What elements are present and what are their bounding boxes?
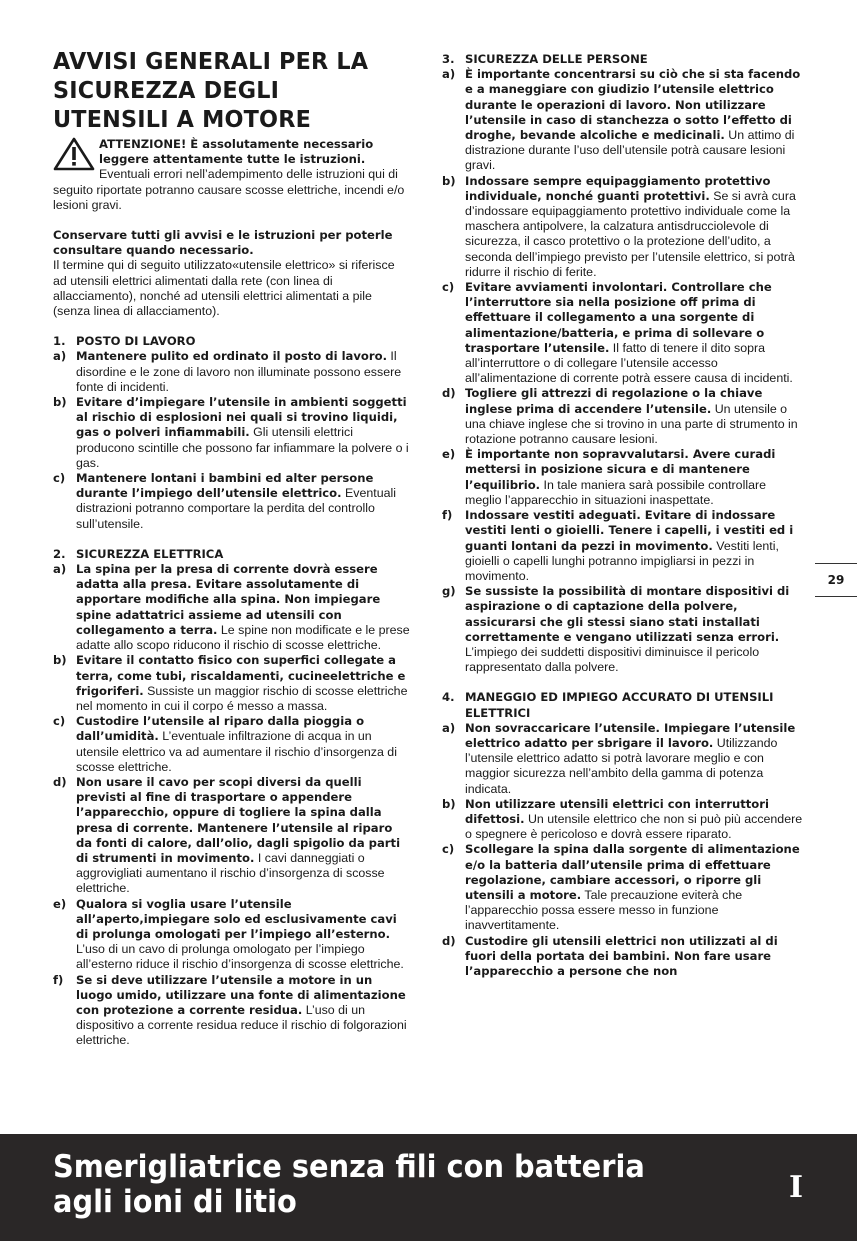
- list-item: [442, 67, 804, 173]
- list-item: [442, 721, 804, 797]
- item-letter: b): [442, 796, 456, 811]
- section-1: [53, 334, 411, 532]
- item-text: Custodire gli utensili elettrici non utilizzati al di fuori della portata dei bambini. Non fare usare l’apparecchio a persone che non: [465, 933, 778, 978]
- language-code: I: [788, 1170, 803, 1205]
- item-text: Evitare d’impiegare l’utensile in ambienti soggetti al rischio di esplosioni nei quali si trovino liquidi, gas o polveri infiammabili. Gli utensili elettrici producono scintille che possono far infiammare la polvere o i gas.: [76, 395, 409, 470]
- item-letter: a): [53, 349, 67, 364]
- item-text: Mantenere pulito ed ordinato il posto di lavoro. Il disordine e le zone di lavoro non illuminate possono essere fonte di incidenti.: [76, 349, 402, 394]
- item-text: Qualora si voglia usare l’utensile all’aperto,impiegare solo ed esclusivamente cavi di prolunga omologati per l’impiego all’esterno. L’uso di un cavo di prolunga omologato per l’impiego all’esterno riduce il rischio d’insorgenza di scosse elettriche.: [76, 896, 404, 972]
- list-item: [53, 471, 411, 532]
- page-title: AVVISI GENERALI PER LA SICUREZZA DEGLI UTENSILI A MOTORE: [53, 49, 369, 133]
- list-item: [442, 447, 804, 508]
- warning-bold: ATTENZIONE! È assolutamente necessario leggere attentamente tutte le istruzioni.: [99, 137, 374, 167]
- list-item: [53, 395, 411, 471]
- list-item: [53, 653, 411, 714]
- list-item: [442, 934, 804, 980]
- list-item: [53, 562, 411, 653]
- list-item: [442, 584, 804, 675]
- list-item: [442, 280, 804, 386]
- item-text: Non utilizzare utensili elettrici con interruttori difettosi. Un utensile elettrico che non si può più accendere o spegnere è pericoloso e dovrà essere riparato.: [465, 796, 803, 842]
- item-letter: a): [442, 720, 456, 735]
- item-text: Non sovraccaricare l’utensile. Impiegare l’utensile elettrico adatto per sbrigare il lavoro. Utilizzando l’utensile elettrico adatto si potrà lavorare meglio e con maggior sicurezza nell’ambito della gamma di potenza indicata.: [465, 720, 796, 796]
- item-text: Se sussiste la possibilità di montare dispositivi di aspirazione o di captazione della polvere, assicurarsi che gli stessi siano stati installati correttamente e vengano utilizzati senza errori. L’impiego dei suddetti dispositivi diminuisce il pericolo rappresentato dalla polvere.: [465, 584, 790, 675]
- item-text: Indossare sempre equipaggiamento protettivo individuale, nonché guanti protettivi. Se si avrà cura d’indossare equipaggiamento protettivo individuale come la maschera antipolvere, la calzatura antisdrucciolevole di sicurezza, il casco protettivo o la protezione dell’udito, a seconda dell’impiego previsto per l’utensile elettrico, si potrà ridurre il rischio di ferite.: [465, 173, 796, 279]
- item-letter: b): [53, 653, 67, 668]
- item-text: Togliere gli attrezzi di regolazione o la chiave inglese prima di accendere l’utensile. Un utensile o una chiave inglese che si trovino in una parte di strumento in rotazione potranno causare lesioni.: [465, 386, 798, 447]
- item-text: Non usare il cavo per scopi diversi da quelli previsti al fine di trasportare o appendere l’apparecchio, oppure di togliere la spina dalla presa di corrente. Mantenere l’utensile al riparo da fonti di calore, dall’olio, dagli spigolio da parti di strumenti in movimento. I cavi danneggiati o aggrovigliati aumentano il rischio d’insorgenza di scosse elettriche.: [76, 774, 401, 896]
- item-letter: a): [53, 562, 67, 577]
- item-letter: b): [53, 395, 67, 410]
- section-2: [53, 547, 411, 1049]
- section-heading: 1. POSTO DI LAVORO: [53, 334, 196, 349]
- item-text: Indossare vestiti adeguati. Evitare di indossare vestiti lenti o gioielli. Tenere i capelli, i vestiti ed i guanti lontani da pezzi in movimento. Vestiti lenti, gioielli o capelli lunghi potranno impigliarsi in pezzi in movimento.: [465, 508, 794, 583]
- right-column: [442, 52, 804, 979]
- item-text: Scollegare la spina dalla sorgente di alimentazione e/o la batteria dall’utensile prima di effettuare regolazione, cambiare accessori, o riporre gli utensili a motore. Tale precauzione eviterà che l’apparecchio possa essere messo in funzione inavvertitamente.: [465, 842, 800, 933]
- item-text: È importante concentrarsi su ciò che si sta facendo e a maneggiare con giudizio l’utensile elettrico durante le operazioni di lavoro. Non utilizzare l’utensile in caso di stanchezza o sotto l’effetto di droghe, bevande alcoliche e medicinali. Un attimo di distrazione durante l’uso dell’utensile potrà causare lesioni gravi.: [465, 67, 801, 173]
- footer-bar: [0, 1134, 857, 1241]
- list-item: [442, 797, 804, 843]
- item-text: La spina per la presa di corrente dovrà essere adatta alla presa. Evitare assolutamente di apportare modifiche alla spina. Non impiegare spine adattatrici assieme ad utensili con collegamento a terra. Le spine non modificate e le prese adatte allo scopo riducono il rischio di scosse elettriche.: [76, 562, 410, 653]
- list-item: [442, 508, 804, 584]
- item-letter: a): [442, 67, 456, 82]
- list-item: [442, 174, 804, 280]
- item-text: Custodire l’utensile al riparo dalla pioggia o dall’umidità. L’eventuale infiltrazione di acqua in un utensile elettrico va ad aumentare il rischio d’insorgenza di scosse elettriche.: [76, 714, 397, 774]
- warning-triangle-icon: [53, 137, 95, 171]
- item-text: Evitare il contatto fisico con superfici collegate a terra, come tubi, riscaldamenti, cucineelettriche e frigoriferi. Sussiste un maggior rischio di scosse elettriche nel momento in cui il corpo é messo a massa.: [76, 653, 408, 713]
- product-title: Smerigliatrice senza fili con batteria agli ioni di litio: [53, 1149, 645, 1220]
- item-letter: b): [442, 173, 456, 188]
- item-text: È importante non sopravvalutarsi. Avere curadi mettersi in posizione sicura e di mantenere l’equilibrio. In tale maniera sarà possibile controllare meglio l’apparecchio in situazioni inaspettate.: [465, 447, 776, 507]
- warning-text: [53, 137, 411, 213]
- list-item: [53, 349, 411, 395]
- item-letter: d): [442, 933, 456, 948]
- warning-block: [53, 137, 411, 213]
- list-item: [53, 714, 411, 775]
- section-heading: 2. SICUREZZA ELETTRICA: [53, 546, 224, 561]
- warning-body: Eventuali errori nell’adempimento delle istruzioni qui di seguito riportate potranno causare scosse elettriche, incendi e/o lesioni gravi.: [53, 167, 405, 212]
- list-item: [53, 897, 411, 973]
- item-letter: c): [53, 714, 66, 729]
- item-text: Mantenere lontani i bambini ed alter persone durante l’impiego dell’utensile elettrico. Eventuali distrazioni potranno comportare la perdita del controllo sull’utensile.: [76, 471, 396, 531]
- item-letter: g): [442, 584, 456, 599]
- list-item: [53, 973, 411, 1049]
- section-4: [442, 690, 804, 979]
- list-item: [53, 775, 411, 897]
- conserve-text: Il termine qui di seguito utilizzato«utensile elettrico» si riferisce ad utensili elettrici alimentati dalla rete (con linea di allacciamento), nonché ad utensili elettrici alimentati a pile (senza linea di allacciamento).: [53, 258, 395, 319]
- item-letter: f): [53, 972, 64, 987]
- item-letter: e): [53, 896, 67, 911]
- section-3: [442, 52, 804, 675]
- section-heading: 4. MANEGGIO ED IMPIEGO ACCURATO DI UTENSILI ELETTRICI: [442, 690, 774, 720]
- item-text: Se si deve utilizzare l’utensile a motore in un luogo umido, utilizzare una fonte di alimentazione con protezione a corrente residua. L’uso di un dispositivo a corrente residua reduce il rischio di folgorazioni elettriche.: [76, 972, 407, 1048]
- page-number: 29: [815, 563, 857, 597]
- item-letter: d): [442, 386, 456, 401]
- left-column: [53, 44, 411, 1049]
- item-letter: c): [442, 280, 455, 295]
- item-letter: e): [442, 447, 456, 462]
- section-heading: 3. SICUREZZA DELLE PERSONE: [442, 52, 648, 66]
- item-letter: d): [53, 774, 67, 789]
- list-item: [442, 842, 804, 933]
- item-letter: c): [53, 471, 66, 486]
- item-letter: c): [442, 842, 455, 857]
- conserve-heading: Conservare tutti gli avvisi e le istruzioni per poterle consultare quando necessario.: [53, 228, 393, 258]
- item-letter: f): [442, 508, 453, 523]
- item-text: Evitare avviamenti involontari. Controllare che l’interruttore sia nella posizione off prima di effettuare il collegamento a una sorgente di alimentazione/batteria, e prima di sollevare o trasportare l’utensile. Il fatto di tenere il dito sopra all’interruttore o di collegare l’utensile accesso all’alimentazione di corrente potrà essere causa di incidenti.: [465, 280, 793, 386]
- list-item: [442, 386, 804, 447]
